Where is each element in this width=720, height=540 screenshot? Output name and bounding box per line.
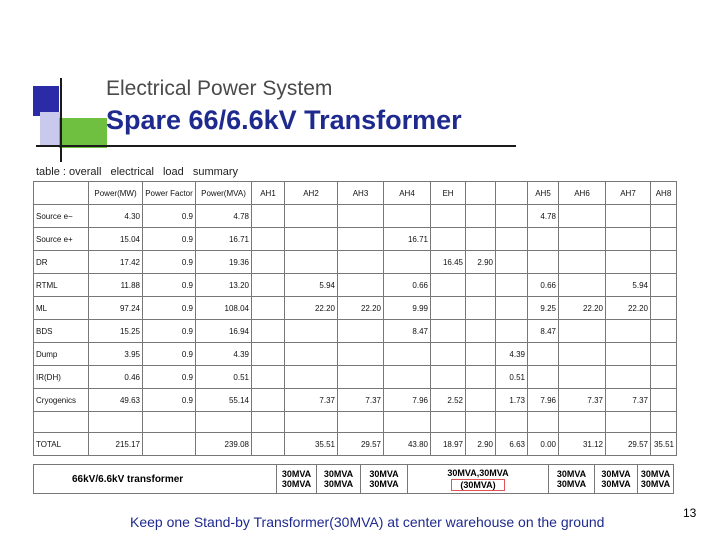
table-cell bbox=[252, 297, 285, 320]
table-cell bbox=[338, 366, 384, 389]
table-cell: 15.04 bbox=[89, 228, 143, 251]
table-cell bbox=[196, 412, 252, 433]
table-cell: 31.12 bbox=[559, 433, 606, 456]
decor-square-lavender bbox=[40, 112, 60, 145]
table-cell bbox=[528, 228, 559, 251]
transformer-table bbox=[33, 464, 674, 494]
ah3-rating-1: 30MVA bbox=[369, 469, 399, 479]
table-cell bbox=[285, 251, 338, 274]
row-label: TOTAL bbox=[34, 433, 89, 456]
table-cell: 16.71 bbox=[196, 228, 252, 251]
ah2-rating-1: 30MVA bbox=[323, 469, 354, 479]
table-cell bbox=[89, 412, 143, 433]
table-cell: 43.80 bbox=[384, 433, 431, 456]
row-label: ML bbox=[34, 297, 89, 320]
table-cell: 13.20 bbox=[196, 274, 252, 297]
table-cell: 0.9 bbox=[143, 389, 196, 412]
table-cell: 7.37 bbox=[338, 389, 384, 412]
slide-subtitle: Electrical Power System bbox=[106, 77, 333, 100]
table-cell: 239.08 bbox=[196, 433, 252, 456]
table-cell: 0.9 bbox=[143, 251, 196, 274]
column-header: AH5 bbox=[528, 182, 559, 205]
table-cell bbox=[651, 343, 677, 366]
decor-vertical-line bbox=[60, 78, 62, 162]
table-cell: 49.63 bbox=[89, 389, 143, 412]
table-cell bbox=[285, 228, 338, 251]
table-cell bbox=[384, 205, 431, 228]
row-label bbox=[34, 412, 89, 433]
transformer-row bbox=[34, 465, 674, 494]
table-cell: 2.52 bbox=[431, 389, 466, 412]
table-cell bbox=[143, 412, 196, 433]
table-cell bbox=[559, 320, 606, 343]
table-cell bbox=[384, 366, 431, 389]
transformer-ah2 bbox=[317, 465, 361, 494]
column-header bbox=[466, 182, 496, 205]
table-cell bbox=[252, 251, 285, 274]
table-cell: 4.39 bbox=[196, 343, 252, 366]
table-cell bbox=[496, 412, 528, 433]
table-cell: 16.71 bbox=[384, 228, 431, 251]
table-cell bbox=[431, 366, 466, 389]
ah5-rating-1: 30MVA bbox=[556, 469, 587, 479]
table-cell: 0.66 bbox=[528, 274, 559, 297]
table-cell bbox=[252, 366, 285, 389]
table-row bbox=[34, 389, 677, 412]
table-cell bbox=[252, 412, 285, 433]
transformer-eh bbox=[408, 465, 549, 494]
table-cell bbox=[285, 343, 338, 366]
table-cell bbox=[384, 251, 431, 274]
table-cell bbox=[431, 205, 466, 228]
column-header: EH bbox=[431, 182, 466, 205]
table-cell bbox=[338, 251, 384, 274]
table-cell bbox=[384, 343, 431, 366]
caption-part: summary bbox=[192, 166, 239, 178]
table-cell bbox=[252, 320, 285, 343]
transformer-ah3 bbox=[361, 465, 408, 494]
table-cell: 22.20 bbox=[338, 297, 384, 320]
table-cell: 22.20 bbox=[559, 297, 606, 320]
table-cell: 4.30 bbox=[89, 205, 143, 228]
table-cell: 29.57 bbox=[606, 433, 651, 456]
table-cell: 18.97 bbox=[431, 433, 466, 456]
decor-square-green bbox=[59, 118, 107, 148]
column-header: AH7 bbox=[606, 182, 651, 205]
load-summary-table bbox=[33, 181, 677, 456]
table-row bbox=[34, 297, 677, 320]
table-cell: 0.9 bbox=[143, 343, 196, 366]
table-cell bbox=[651, 205, 677, 228]
table-cell bbox=[559, 228, 606, 251]
column-header: Power Factor bbox=[143, 182, 196, 205]
table-cell bbox=[466, 320, 496, 343]
table-cell bbox=[431, 320, 466, 343]
table-cell: 1.73 bbox=[496, 389, 528, 412]
table-header-row bbox=[34, 182, 677, 205]
table-cell bbox=[431, 412, 466, 433]
column-header: AH6 bbox=[559, 182, 606, 205]
table-cell: 2.90 bbox=[466, 251, 496, 274]
ah7-rating-1: 30MVA bbox=[640, 469, 671, 479]
table-cell: 9.25 bbox=[528, 297, 559, 320]
table-row bbox=[34, 228, 677, 251]
table-cell bbox=[528, 412, 559, 433]
eh-spare-rating: (30MVA) bbox=[451, 479, 504, 491]
table-cell: 55.14 bbox=[196, 389, 252, 412]
eh-rating: 30MVA,30MVA bbox=[447, 467, 509, 478]
table-cell: 0.9 bbox=[143, 366, 196, 389]
row-label: Source e− bbox=[34, 205, 89, 228]
table-row bbox=[34, 343, 677, 366]
table-row bbox=[34, 433, 677, 456]
table-row bbox=[34, 251, 677, 274]
transformer-ah5 bbox=[549, 465, 595, 494]
table-cell: 215.17 bbox=[89, 433, 143, 456]
ah6-rating-1: 30MVA bbox=[601, 469, 631, 479]
table-cell: 0.00 bbox=[528, 433, 559, 456]
table-cell: 29.57 bbox=[338, 433, 384, 456]
table-cell bbox=[606, 412, 651, 433]
column-header: AH1 bbox=[252, 182, 285, 205]
footnote: Keep one Stand-by Transformer(30MVA) at center warehouse on the ground bbox=[130, 514, 605, 530]
table-cell: 0.51 bbox=[496, 366, 528, 389]
table-cell bbox=[496, 205, 528, 228]
table-cell: 16.45 bbox=[431, 251, 466, 274]
table-cell bbox=[559, 366, 606, 389]
table-cell bbox=[559, 343, 606, 366]
table-cell bbox=[252, 389, 285, 412]
table-cell bbox=[651, 297, 677, 320]
table-cell bbox=[651, 251, 677, 274]
table-cell: 4.78 bbox=[528, 205, 559, 228]
table-cell bbox=[528, 251, 559, 274]
table-cell bbox=[338, 228, 384, 251]
table-cell bbox=[606, 251, 651, 274]
ah3-rating-2: 30MVA bbox=[369, 479, 399, 489]
table-cell: 35.51 bbox=[285, 433, 338, 456]
table-cell bbox=[384, 412, 431, 433]
column-header: AH2 bbox=[285, 182, 338, 205]
table-cell bbox=[528, 366, 559, 389]
table-cell bbox=[651, 412, 677, 433]
table-cell bbox=[431, 228, 466, 251]
table-cell bbox=[466, 412, 496, 433]
ah2-rating-2: 30MVA bbox=[323, 479, 354, 489]
column-header: Power(MVA) bbox=[196, 182, 252, 205]
row-label: DR bbox=[34, 251, 89, 274]
table-cell bbox=[338, 274, 384, 297]
table-cell: 22.20 bbox=[285, 297, 338, 320]
table-cell bbox=[466, 389, 496, 412]
caption-part: load bbox=[162, 166, 184, 178]
table-cell bbox=[606, 205, 651, 228]
table-cell bbox=[559, 412, 606, 433]
table-cell bbox=[606, 366, 651, 389]
table-cell: 7.37 bbox=[559, 389, 606, 412]
table-cell bbox=[252, 228, 285, 251]
table-cell bbox=[496, 251, 528, 274]
table-cell: 22.20 bbox=[606, 297, 651, 320]
table-cell: 8.47 bbox=[528, 320, 559, 343]
table-cell bbox=[285, 205, 338, 228]
table-cell bbox=[338, 205, 384, 228]
table-cell: 8.47 bbox=[384, 320, 431, 343]
ah1-rating-2: 30MVA bbox=[281, 479, 312, 489]
table-cell bbox=[496, 274, 528, 297]
row-label: Dump bbox=[34, 343, 89, 366]
ah6-rating-2: 30MVA bbox=[601, 479, 631, 489]
column-header: AH3 bbox=[338, 182, 384, 205]
table-cell: 35.51 bbox=[651, 433, 677, 456]
table-cell bbox=[651, 274, 677, 297]
column-header bbox=[34, 182, 89, 205]
ah7-rating-2: 30MVA bbox=[640, 479, 671, 489]
table-cell: 0.46 bbox=[89, 366, 143, 389]
table-cell: 7.96 bbox=[528, 389, 559, 412]
table-cell bbox=[285, 412, 338, 433]
table-cell: 3.95 bbox=[89, 343, 143, 366]
table-cell bbox=[559, 205, 606, 228]
table-cell bbox=[606, 320, 651, 343]
table-cell bbox=[252, 343, 285, 366]
table-cell bbox=[338, 320, 384, 343]
table-row bbox=[34, 320, 677, 343]
table-cell bbox=[606, 228, 651, 251]
table-cell bbox=[431, 297, 466, 320]
table-cell: 17.42 bbox=[89, 251, 143, 274]
table-cell bbox=[252, 433, 285, 456]
column-header bbox=[496, 182, 528, 205]
table-cell: 4.39 bbox=[496, 343, 528, 366]
row-label: IR(DH) bbox=[34, 366, 89, 389]
table-cell bbox=[338, 412, 384, 433]
table-cell: 0.66 bbox=[384, 274, 431, 297]
table-cell bbox=[252, 205, 285, 228]
table-cell bbox=[496, 320, 528, 343]
caption-part: electrical bbox=[110, 166, 154, 178]
table-cell: 0.9 bbox=[143, 205, 196, 228]
table-cell bbox=[559, 274, 606, 297]
table-cell: 6.63 bbox=[496, 433, 528, 456]
table-cell: 7.96 bbox=[384, 389, 431, 412]
table-cell: 4.78 bbox=[196, 205, 252, 228]
table-cell bbox=[651, 366, 677, 389]
table-cell bbox=[466, 228, 496, 251]
table-cell: 16.94 bbox=[196, 320, 252, 343]
table-cell: 0.9 bbox=[143, 297, 196, 320]
table-cell bbox=[496, 297, 528, 320]
table-cell bbox=[651, 389, 677, 412]
row-label: BDS bbox=[34, 320, 89, 343]
table-cell bbox=[466, 366, 496, 389]
transformer-ah6 bbox=[595, 465, 638, 494]
table-cell bbox=[606, 343, 651, 366]
table-cell: 108.04 bbox=[196, 297, 252, 320]
table-cell: 97.24 bbox=[89, 297, 143, 320]
column-header: Power(MW) bbox=[89, 182, 143, 205]
table-cell: 7.37 bbox=[606, 389, 651, 412]
page-number: 13 bbox=[683, 506, 697, 520]
table-cell: 2.90 bbox=[466, 433, 496, 456]
table-row bbox=[34, 274, 677, 297]
table-cell bbox=[431, 343, 466, 366]
table-row bbox=[34, 366, 677, 389]
table-cell bbox=[496, 228, 528, 251]
table-cell bbox=[466, 205, 496, 228]
transformer-ah1 bbox=[277, 465, 317, 494]
table-cell bbox=[651, 228, 677, 251]
table-row bbox=[34, 412, 677, 433]
table-cell: 0.9 bbox=[143, 228, 196, 251]
table-cell bbox=[431, 274, 466, 297]
table-caption bbox=[36, 166, 244, 178]
table-cell: 11.88 bbox=[89, 274, 143, 297]
table-cell: 19.36 bbox=[196, 251, 252, 274]
table-cell bbox=[466, 297, 496, 320]
table-cell: 0.9 bbox=[143, 320, 196, 343]
row-label: Cryogenics bbox=[34, 389, 89, 412]
table-cell bbox=[143, 433, 196, 456]
table-cell: 15.25 bbox=[89, 320, 143, 343]
ah5-rating-2: 30MVA bbox=[556, 479, 587, 489]
transformer-ah7 bbox=[638, 465, 674, 494]
slide-title: Spare 66/6.6kV Transformer bbox=[106, 105, 462, 135]
transformer-label: 66kV/6.6kV transformer bbox=[34, 465, 277, 494]
table-cell bbox=[559, 251, 606, 274]
table-cell bbox=[528, 343, 559, 366]
ah1-rating-1: 30MVA bbox=[281, 469, 312, 479]
row-label: RTML bbox=[34, 274, 89, 297]
column-header: AH4 bbox=[384, 182, 431, 205]
table-row bbox=[34, 205, 677, 228]
table-cell: 0.51 bbox=[196, 366, 252, 389]
table-cell: 5.94 bbox=[606, 274, 651, 297]
table-cell: 7.37 bbox=[285, 389, 338, 412]
row-label: Source e+ bbox=[34, 228, 89, 251]
table-cell: 5.94 bbox=[285, 274, 338, 297]
table-cell bbox=[252, 274, 285, 297]
column-header: AH8 bbox=[651, 182, 677, 205]
table-cell bbox=[285, 366, 338, 389]
table-cell: 0.9 bbox=[143, 274, 196, 297]
table-cell bbox=[466, 274, 496, 297]
table-cell bbox=[285, 320, 338, 343]
table-cell: 9.99 bbox=[384, 297, 431, 320]
table-cell bbox=[651, 320, 677, 343]
table-cell bbox=[338, 343, 384, 366]
table-cell bbox=[466, 343, 496, 366]
caption-part: table : overall bbox=[36, 166, 102, 178]
decor-horizontal-line bbox=[36, 145, 516, 147]
